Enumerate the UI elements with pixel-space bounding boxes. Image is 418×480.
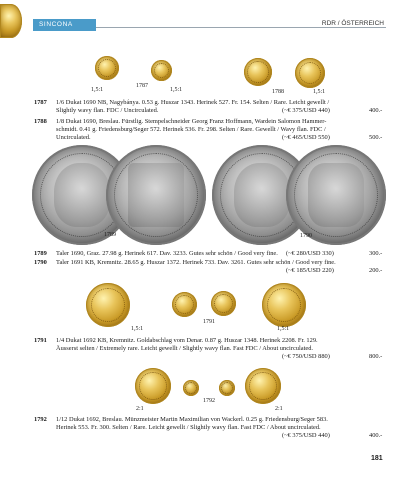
lot-description: Slightly wavy flan. FDC / Uncirculated. [56,107,159,114]
lot-number: 1787 [34,99,47,106]
coin-1792-obverse-small [183,380,199,396]
lot-number: 1790 [34,259,47,266]
lot-description: 1/6 Dukat 1690 NB, Nagybánya. 0.53 g. Huszar 1343. Herinek 527. Fr. 154. Selten / Rare. Leicht gewellt / [56,99,330,106]
lot-price: 400.- [369,432,383,439]
coin-1787-obverse [95,56,119,80]
lot-description: Herinek 553. Fr. 300. Selten / Rare. Leicht gewellt / Slightly wavy flan. Fast FDC / About uncirculated. [56,424,321,431]
lot-description: 1/12 Dukat 1692, Breslau. Münzmeister Martin Maximilian von Wackerl. 0.25 g. Friedensburg/Seger 583. [56,416,328,423]
coin-1787-reverse [151,60,172,81]
coin-1792-reverse-small [219,380,235,396]
caption-ratio: 1,5:1 [131,326,144,332]
caption-lot-1787: 1787 [136,83,148,89]
page-header [0,0,418,35]
coin-1791-obverse [86,283,130,327]
caption-lot-1788: 1788 [272,89,284,95]
lot-price: 800.- [369,353,383,360]
coin-1790-reverse [286,145,386,245]
coin-1788-obverse [244,58,272,86]
coin-1791-obverse-small [172,292,197,317]
lot-description: schmidt. 0.41 g. Friedensburg/Seger 572. Herinek 536. Fr. 298. Selten / Rare. Gewellt / Wavy flan. FDC / [56,126,326,133]
lot-estimate: (~€ 465/USD 550) [282,134,330,141]
caption-lot-1792: 1792 [203,398,215,404]
lot-description: Uncirculated. [56,134,91,141]
coin-1791-reverse-small [211,291,236,316]
lot-number: 1788 [34,118,47,125]
header-rule [96,27,386,28]
caption-ratio: 1,5:1 [91,87,104,93]
lot-number: 1791 [34,337,47,344]
lot-price: 300.- [369,250,383,257]
coin-1788-reverse [295,58,325,88]
caption-ratio: 1,5:1 [170,87,183,93]
lot-estimate: (~€ 185/USD 220) [286,267,334,274]
caption-lot-1791: 1791 [203,319,215,325]
caption-lot-1790: 1790 [300,233,312,239]
page-number: 181 [371,455,383,462]
lot-estimate: (~€ 375/USD 440) [282,107,330,114]
lot-estimate: (~€ 280/USD 330) [286,250,334,257]
lot-price: 400.- [369,107,383,114]
lot-estimate: (~€ 375/USD 440) [282,432,330,439]
lot-price: 500.- [369,134,383,141]
coin-1791-reverse [262,283,306,327]
lot-description: Äusserst selten / Extremely rare. Leicht gewellt / Slightly wavy flan. Fast FDC / About uncirculated. [56,345,313,352]
caption-lot-1789: 1789 [104,232,116,238]
lot-description: Taler 1691 KB, Kremnitz. 28.65 g. Huszar 1372. Herinek 733. Dav. 3261. Gutes sehr schön / Good very fine. [56,259,336,266]
lot-description: 1/4 Dukat 1692 KB, Kremnitz. Goldabschlag vom Denar. 0.87 g. Huszar 1348. Herinek 2208. Fr. 129. [56,337,318,344]
lot-estimate: (~€ 750/USD 880) [282,353,330,360]
caption-ratio: 2:1 [136,406,144,412]
coin-1789-reverse [106,145,206,245]
lot-price: 200.- [369,267,383,274]
lot-description: 1/8 Dukat 1690, Breslau. Fürstlig. Stempelschneider Georg Franz Hoffmann, Wardein Salomon Hammer- [56,118,327,125]
lot-number: 1789 [34,250,47,257]
coin-1792-reverse [245,368,281,404]
lot-number: 1792 [34,416,47,423]
coin-image-header [0,4,22,38]
caption-ratio: 2:1 [275,406,283,412]
caption-ratio: 1,5:1 [313,89,326,95]
coin-1792-obverse [135,368,171,404]
lot-description: Taler 1690, Graz. 27.98 g. Herinek 617. Dav. 3233. Gutes sehr schön / Good very fine. [56,250,278,257]
section-title: RDR / ÖSTERREICH [321,20,384,27]
brand-label: SINCONA [33,19,96,31]
caption-ratio: 1,5:1 [277,326,290,332]
